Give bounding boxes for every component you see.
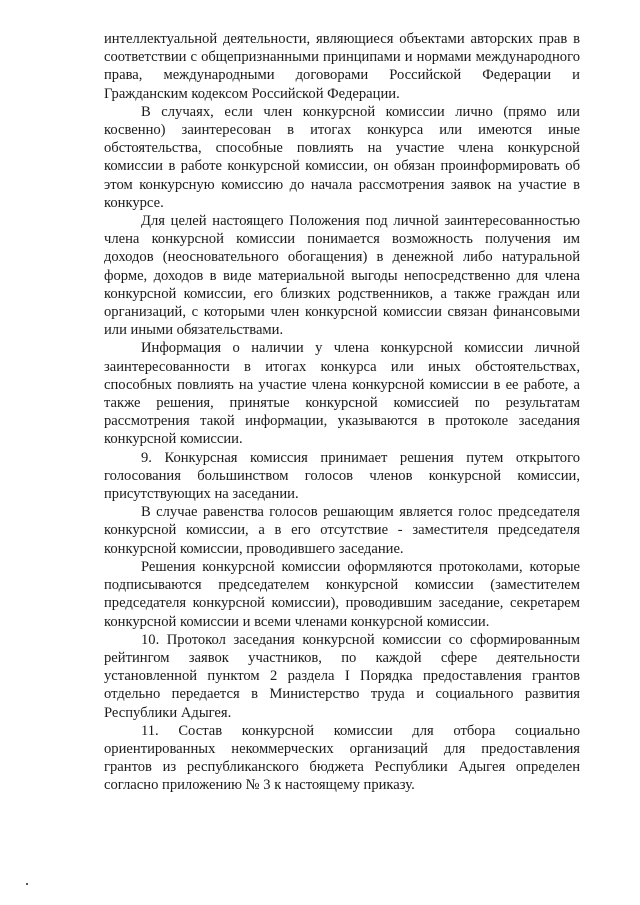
paragraph-interest-information: Информация о наличии у члена конкурсной комиссии личной заинтересованности в итогах конкурса или иных обстоятельствах, способных повлиять на участие члена конкурсной комиссии в ее работе, а также решения, принятые конкурсной комиссией по результатам рассмотрения такой информации, указываются в протоколе заседания конкурсной комиссии. <box>104 340 580 448</box>
paragraph-item-9: 9. Конкурсная комиссия принимает решения путем открытого голосования большинством голосов членов конкурсной комиссии, присутствующих на заседании. <box>104 449 580 503</box>
paragraph-equal-votes: В случае равенства голосов решающим является голос председателя конкурсной комиссии, а в его отсутствие - заместителя председателя конкурсной комиссии, проводившего заседание. <box>104 504 580 557</box>
paragraph-item-11: 11. Состав конкурсной комиссии для отбора социально ориентированных некоммерческих организаций для предоставления грантов из республиканского бюджета Республики Адыгея определен согласно приложению № 3 к настоящему приказу. <box>104 722 580 794</box>
paragraph-item-10: 10. Протокол заседания конкурсной комиссии со сформированным рейтингом заявок участников, по каждой сфере деятельности установленной пунктом 2 раздела I Порядка предоставления грантов отдельно передается в Министерство труда и социального развития Республики Адыгея. <box>104 631 580 721</box>
paragraph-personal-interest-definition: Для целей настоящего Положения под личной заинтересованностью члена конкурсной комиссии понимается возможность получения им доходов (неосновательного обогащения) в денежной либо натуральной форме, доходов в виде материальной выгоды непосредственно для члена конкурсной комиссии, его близких родственников, а также граждан или организаций, с которыми член конкурсной комиссии связан финансовыми или иными обязательствами. <box>104 213 580 339</box>
paragraph-conflict-of-interest: В случаях, если член конкурсной комиссии лично (прямо или косвенно) заинтересован в итогах конкурса или имеются иные обстоятельства, способные повлиять на участие члена конкурсной комиссии в работе конкурсной комиссии, он обязан проинформировать об этом конкурсную комиссию до начала рассмотрения заявок на участие в конкурсе. <box>104 103 580 211</box>
document-page <box>104 30 580 795</box>
paragraph-continuation: интеллектуальной деятельности, являющиеся объектами авторских прав в соответствии с общепризнанными принципами и нормами международного права, международными договорами Российской Федерации и Гражданским кодексом Российской Федерации. <box>104 31 580 102</box>
paragraph-protocols: Решения конкурсной комиссии оформляются протоколами, которые подписываются председателем конкурсной комиссии (заместителем председателя конкурсной комиссии), проводившим заседание, секретарем конкурсной комиссии и всеми членами конкурсной комиссии. <box>104 558 580 630</box>
scan-speck <box>26 883 28 885</box>
